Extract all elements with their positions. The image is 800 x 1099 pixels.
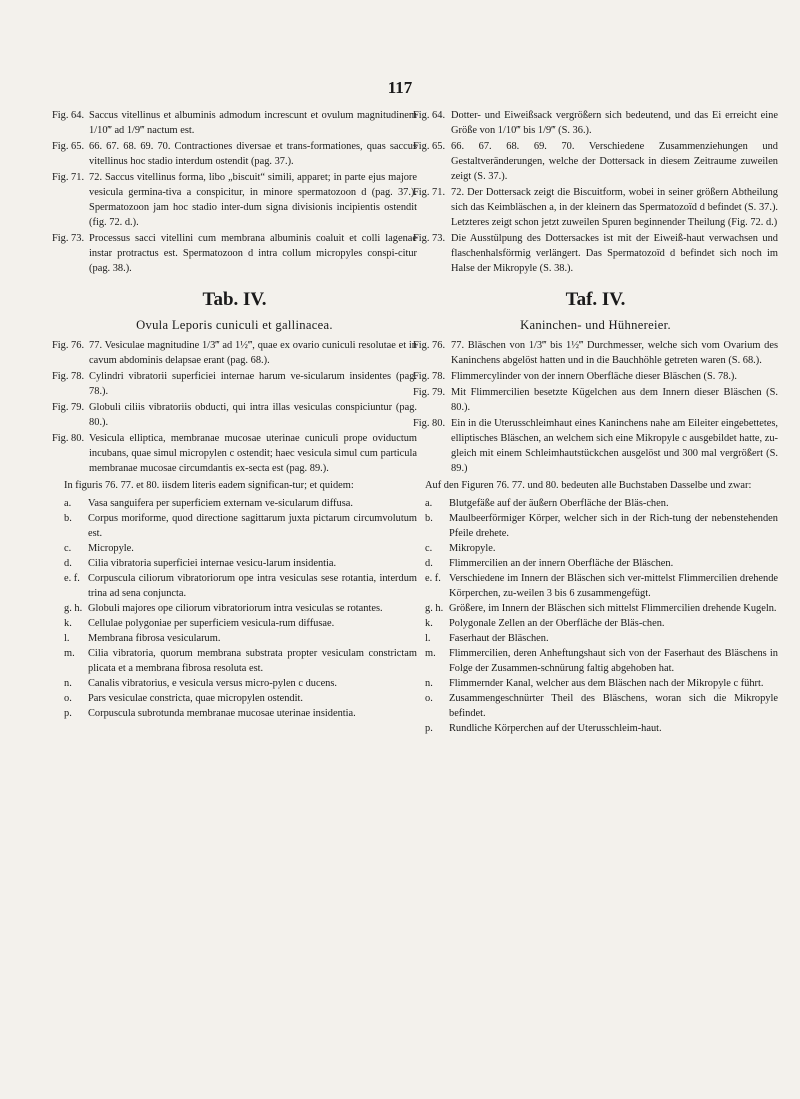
fig-entry [413,369,778,384]
legend-text: Vasa sanguifera per superficiem externam ve-sicularum diffusa. [88,498,353,509]
legend-list [413,496,778,736]
plate-title: Taf. IV. [565,289,626,310]
legend-intro: Auf den Figuren 76. 77. und 80. bedeuten alle Buchstaben Dasselbe und zwar: [425,480,752,491]
fig-text: Vesicula elliptica, membranae mucosae uterinae cuniculi prope oviductum incubans, quae simul micropylen c ostendit; haec vesicula simul cum particula membranae mucosae circumdantis ex-secta est (pag. 89.). [89,433,417,474]
legend-item [425,601,778,616]
legend-intro: In figuris 76. 77. et 80. iisdem literis eadem significan-tur; et quidem: [64,480,354,491]
fig-text: Ein in die Uterusschleimhaut eines Kaninchens nahe am Eileiter eingebettetes, elliptisches Bläschen, an welchem sich eine Mikropyle c ausgebildet hatte, zu-gleich mit einem Schleimhautstückchen ausgelöst und 300 mal vergrößert (S. 89.) [451,418,778,474]
legend-text: Micropyle. [88,543,134,554]
fig-text: Saccus vitellinus et albuminis admodum increscunt et ovulum magnitudinem 1/10‴ ad 1/9‴ nactum est. [89,110,417,136]
fig-label: Fig. 79. [52,402,85,413]
legend-item [64,676,417,691]
fig-label: Fig. 71. [413,187,446,198]
legend-text: Verschiedene im Innern der Bläschen sich ver-mittelst Flimmercilien drehende Körperchen, zu-weilen 3 bis 6 zusammengefügt. [449,573,778,599]
legend-item [425,616,778,631]
legend-text: Pars vesiculae constricta, quae micropylen ostendit. [88,693,303,704]
legend-item [64,541,417,556]
legend-text: Flimmercilien, deren Anheftungshaut sich von der Faserhaut des Bläschens in Folge der Zusammen-schnürung faltig abgehoben hat. [449,648,778,674]
fig-label: Fig. 73. [413,233,446,244]
fig-text: 72. Saccus vitellinus forma, libo „biscuit“ simili, apparet; in parte ejus majore vesicula germina-tiva a conspicitur, in minore spermatozoon d (pag. 37.). Spermatozoon jam hoc stadio inter-dum signa divisionis incipientis ostendit (fig. 72. d.). [89,172,417,228]
fig-label: Fig. 76. [52,340,85,351]
fig-text: Globuli ciliis vibratoriis obducti, qui intra illas vesiculas conspiciuntur (pag. 80.). [89,402,417,428]
legend-letter: p. [425,723,433,734]
legend-text: Cilia vibratoria superficiei internae vesicu-larum insidentia. [88,558,337,569]
fig-label: Fig. 65. [413,141,446,152]
legend-text: Cilia vibratoria, quorum membrana substrata propter vesiculam constrictam plicata et a membrana fibrosa resoluta est. [88,648,417,674]
latin-figs-tab [52,338,417,476]
fig-label: Fig. 64. [52,110,85,121]
fig-entry [413,108,778,138]
latin-column [52,108,417,721]
legend-text: Flimmercilien an der innern Oberfläche der Bläschen. [449,558,674,569]
legend-text: Blutgefäße auf der äußern Oberfläche der Bläs-chen. [449,498,669,509]
legend-item [64,556,417,571]
fig-entry [52,400,417,430]
fig-entry [413,385,778,415]
legend-text: Flimmernder Kanal, welcher aus dem Bläschen nach der Mikropyle c führt. [449,678,764,689]
german-column [413,108,778,736]
legend-letter: l. [64,633,70,644]
fig-text: Die Ausstülpung des Dottersackes ist mit der Eiweiß-haut verwachsen und flaschenhalsförmig verlängert. Das Spermatozoïd d befindet sich noch im Halse der Mikropyle (S. 38.). [451,233,778,274]
fig-entry [413,416,778,476]
legend-letter: k. [425,618,433,629]
legend-text: Mikropyle. [449,543,496,554]
fig-text: Processus sacci vitellini cum membrana albuminis coaluit et colli lagenae instar protractus est. Spermatozoon d intra collum micropyles conspi-citur (pag. 38.). [89,233,417,274]
fig-label: Fig. 73. [52,233,85,244]
plate-subtitle: Ovula Leporis cuniculi et gallinacea. [136,318,333,332]
legend-text: Corpus moriforme, quod directione sagittarum juxta pictarum circumvolutum est. [88,513,417,539]
legend-letter: c. [425,543,433,554]
legend-item [64,601,417,616]
german-figs-top [413,108,778,276]
legend-letter: m. [425,648,436,659]
fig-entry [413,231,778,276]
legend-text: Faserhaut der Bläschen. [449,633,549,644]
legend-item [425,631,778,646]
fig-text: Mit Flimmercilien besetzte Kügelchen aus dem Innern dieser Bläschen (S. 80.). [451,387,778,413]
legend-letter: e. f. [425,573,441,584]
fig-label: Fig. 80. [413,418,446,429]
legend-letter: g. h. [425,603,444,614]
fig-text: Cylindri vibratorii superficiei internae harum ve-sicularum insidentes (pag. 78.). [89,371,417,397]
legend-text: Maulbeerförmiger Körper, welcher sich in der Rich-tung der nebenstehenden Pfeile drehete. [449,513,778,539]
legend-text: Rundliche Körperchen auf der Uterusschleim-haut. [449,723,662,734]
legend-letter: a. [64,498,72,509]
fig-text: 66. 67. 68. 69. 70. Verschiedene Zusammenziehungen und Gestaltveränderungen, welche der Dottersack in diesem Zeitraume zuweilen zeigt (S. 37.). [451,141,778,182]
fig-label: Fig. 71. [52,172,85,183]
plate-title: Tab. IV. [202,289,267,310]
fig-label: Fig. 65. [52,141,85,152]
legend-item [425,511,778,541]
legend-item [64,511,417,541]
fig-text: 72. Der Dottersack zeigt die Biscuitform, wobei in seiner größern Abtheilung sich das Keimbläschen a, in der kleinern das Spermatozoïd d befindet (S. 37.). Letzteres zeigt schon jetzt zuweilen Spuren beginnender Theilung (Fig. 72. d.) [451,187,778,228]
fig-text: Flimmercylinder von der innern Oberfläche dieser Bläschen (S. 78.). [451,371,737,382]
legend-text: Corpuscula ciliorum vibratoriorum ope intra vesiculas sese rotantia, interdum trina ad sena conjuncta. [88,573,417,599]
legend-item [64,571,417,601]
fig-text: 77. Bläschen von 1/3‴ bis 1½‴ Durchmesser, welche sich vom Ovarium des Kaninchens abgelöst hatten und in die Bauchhöhle getreten waren (S. 68.). [451,340,778,366]
legend-letter: n. [64,678,72,689]
fig-text: 66. 67. 68. 69. 70. Contractiones diversae et trans-formationes, quas saccus vitellinus hoc stadio interdum ostendit (pag. 37.). [89,141,417,167]
fig-entry [52,139,417,169]
legend-text: Größere, im Innern der Bläschen sich mittelst Flimmercilien drehende Kugeln. [449,603,777,614]
legend-item [425,676,778,691]
fig-entry [52,108,417,138]
fig-entry [52,431,417,476]
legend-letter: c. [64,543,72,554]
latin-figs-top [52,108,417,276]
fig-entry [52,231,417,276]
legend-item [64,616,417,631]
legend-text: Globuli majores ope ciliorum vibratoriorum intra vesiculas se rotantes. [88,603,383,614]
fig-label: Fig. 78. [52,371,85,382]
legend-letter: a. [425,498,433,509]
legend-item [64,631,417,646]
legend-item [425,496,778,511]
fig-label: Fig. 64. [413,110,446,121]
legend-item [425,721,778,736]
legend-item [64,646,417,676]
legend-text: Polygonale Zellen an der Oberfläche der Bläs-chen. [449,618,665,629]
plate-subtitle: Kaninchen- und Hühnereier. [520,318,671,332]
legend-item [425,556,778,571]
legend-item [64,496,417,511]
fig-entry [413,338,778,368]
fig-label: Fig. 76. [413,340,446,351]
legend-text: Membrana fibrosa vesicularum. [88,633,221,644]
legend-text: Corpuscula subrotunda membranae mucosae uterinae insidentia. [88,708,356,719]
legend-item [425,541,778,556]
legend-item [64,691,417,706]
legend-letter: b. [425,513,433,524]
legend-letter: p. [64,708,72,719]
fig-entry [413,185,778,230]
fig-entry [52,338,417,368]
fig-entry [52,170,417,230]
legend-letter: d. [425,558,433,569]
legend-item [425,646,778,676]
legend-item [425,571,778,601]
fig-label: Fig. 78. [413,371,446,382]
legend-letter: d. [64,558,72,569]
legend-text: Zusammengeschnürter Theil des Bläschens, woran sich die Mikropyle befindet. [449,693,778,719]
fig-text: 77. Vesiculae magnitudine 1/3‴ ad 1½‴, quae ex ovario cuniculi resolutae et in cavum abdominis delapsae erant (pag. 68.). [89,340,417,366]
legend-letter: k. [64,618,72,629]
page-number: 117 [387,78,413,97]
legend-text: Canalis vibratorius, e vesicula versus micro-pylen c ducens. [88,678,338,689]
legend-letter: e. f. [64,573,80,584]
legend-letter: b. [64,513,72,524]
german-figs-tab [413,338,778,476]
fig-entry [52,369,417,399]
legend-item [425,691,778,721]
legend-list [52,496,417,721]
fig-entry [413,139,778,184]
fig-label: Fig. 79. [413,387,446,398]
fig-text: Dotter- und Eiweißsack vergrößern sich bedeutend, und das Ei erreicht eine Größe von 1/10‴ bis 1/9‴ (S. 36.). [451,110,778,136]
legend-text: Cellulae polygoniae per superficiem vesicula-rum diffusae. [88,618,335,629]
legend-letter: o. [425,693,433,704]
legend-letter: g. h. [64,603,83,614]
legend-item [64,706,417,721]
fig-label: Fig. 80. [52,433,85,444]
legend-letter: l. [425,633,431,644]
legend-letter: m. [64,648,75,659]
legend-letter: o. [64,693,72,704]
legend-letter: n. [425,678,433,689]
